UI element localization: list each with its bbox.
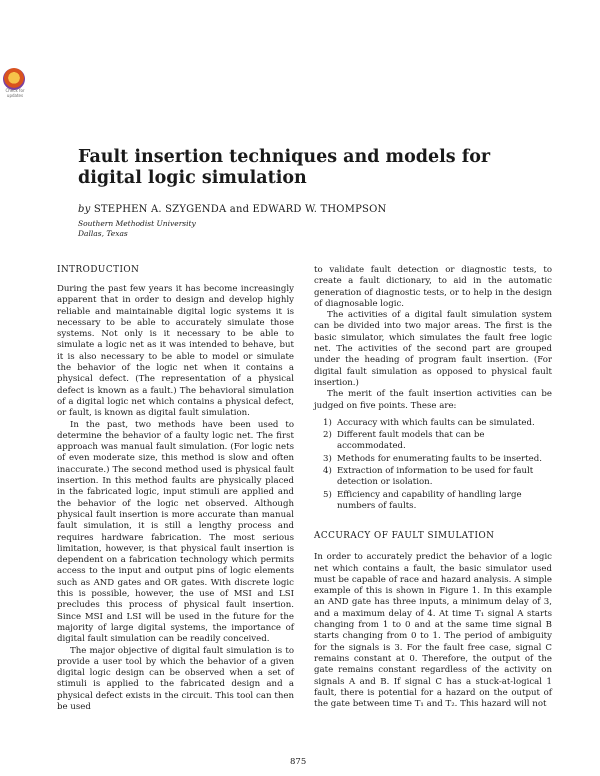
author-names: STEPHEN A. SZYGENDA and EDWARD W. THOMPSON — [93, 204, 387, 215]
list-item-text: Different fault models that can be accommodated. — [337, 430, 485, 452]
section-heading-introduction: INTRODUCTION — [57, 265, 140, 275]
left-column — [57, 264, 294, 713]
list-item-number: 4) — [323, 466, 332, 477]
crossmark-logo[interactable] — [3, 68, 25, 90]
right-paragraph-1: to validate fault detection or diagnostic tests, to create a fault dictionary, to aid in the automatic generation of diagnostic tests, or to help in the design of diagnosable logic. — [314, 265, 552, 309]
intro-paragraph-3: The major objective of digital fault simulation is to provide a user tool by which the behavior of a given digital logic design can be observed when a set of stimuli is applied to the fabricated design and a physical defect exists in the circuit. This tool can then be used — [57, 645, 294, 712]
intro-paragraph-1: During the past few years it has become increasingly apparent that in order to design and develop highly reliable and maintainable digital logic systems it is necessary to be able to accurately simulate those systems. Not only is it necessary to be able to simulate a logic net as it was intended to behave, but it is also necessary to be able to model or simulate the behavior of the logic net when it contains a physical defect. (The representation of a physical defect is known as a fault.) The behavioral simulation of a digital logic net which contains a physical defect, or fault, is known as digital fault simulation. — [57, 284, 294, 419]
byline-prefix: by — [78, 204, 91, 215]
list-item — [314, 466, 552, 489]
affiliation-location: Dallas, Texas — [78, 229, 128, 238]
paper-title: Fault insertion techniques and models for digital logic simulation — [78, 147, 491, 188]
right-paragraph-2: The activities of a digital fault simulation system can be divided into two major areas. The first is the basic simulator, which simulates the fault free logic net. The activities of the second part are grouped under the heading of program fault insertion. (For digital fault simulation as opposed to physical fault insertion.) — [314, 310, 552, 388]
list-item-number: 1) — [323, 417, 332, 428]
crossmark-label: Check for updates — [5, 88, 25, 98]
list-item-text: Accuracy with which faults can be simulated. — [337, 417, 535, 428]
list-item-number: 3) — [323, 453, 332, 464]
byline — [78, 204, 386, 215]
list-item-number: 2) — [323, 430, 332, 441]
right-paragraph-3: The merit of the fault insertion activities can be judged on five points. These are: — [314, 389, 552, 411]
list-item-number: 5) — [323, 489, 332, 500]
affiliation — [78, 219, 196, 239]
list-item — [314, 454, 552, 465]
list-item — [314, 490, 552, 513]
list-item — [314, 430, 552, 453]
page-number: 875 — [290, 757, 307, 767]
list-item-text: Methods for enumerating faults to be inserted. — [337, 453, 542, 464]
list-item-text: Extraction of information to be used for fault detection or isolation. — [337, 466, 534, 488]
intro-paragraph-2: In the past, two methods have been used to determine the behavior of a faulty logic net. The first approach was manual fault simulation. (For logic nets of even moderate size, this method is slow and often inaccurate.) The second method used is physical fault insertion. In this method faults are physically placed in the fabricated logic, input stimuli are applied and the behavior of the logic net observed. Although physical fault insertion is more accurate than manual fault simulation, it is still a lengthy process and requires hardware fabrication. The most serious limitation, however, is that physical fault insertion is dependent on a fabrication technology which permits access to the input and output pins of logic elements such as AND gates and OR gates. With discrete logic this is possible, however, the use of MSI and LSI precludes this process of physical fault insertion. Since MSI and LSI will be used in the future for the majority of large digital systems, the importance of digital fault simulation can be readily conceived. — [57, 419, 294, 645]
list-item-text: Efficiency and capability of handling large numbers of faults. — [337, 489, 522, 511]
list-item — [314, 418, 552, 429]
affiliation-institution: Southern Methodist University — [78, 219, 196, 228]
accuracy-paragraph-1: In order to accurately predict the behavior of a logic net which contains a fault, the basic simulator used must be capable of race and hazard analysis. A simple example of this is shown in Figure 1. In this example an AND gate has three inputs, a minimum delay of 3, and a maximum delay of 4. At time T₁ signal A starts changing from 1 to 0 and at the same time signal B starts changing from 0 to 1. The period of ambiguity for the signals is 3. For the fault free case, signal C remains constant at 0. Therefore, the output of the gate remains constant regardless of the activity on signals A and B. If signal C has a stuck-at-logical 1 fault, there is potential for a hazard on the output of the gate between time T₁ and T₂. This hazard will not — [314, 552, 552, 710]
criteria-list — [314, 418, 552, 512]
section-heading-accuracy: ACCURACY OF FAULT SIMULATION — [314, 531, 495, 542]
right-column — [314, 265, 552, 710]
